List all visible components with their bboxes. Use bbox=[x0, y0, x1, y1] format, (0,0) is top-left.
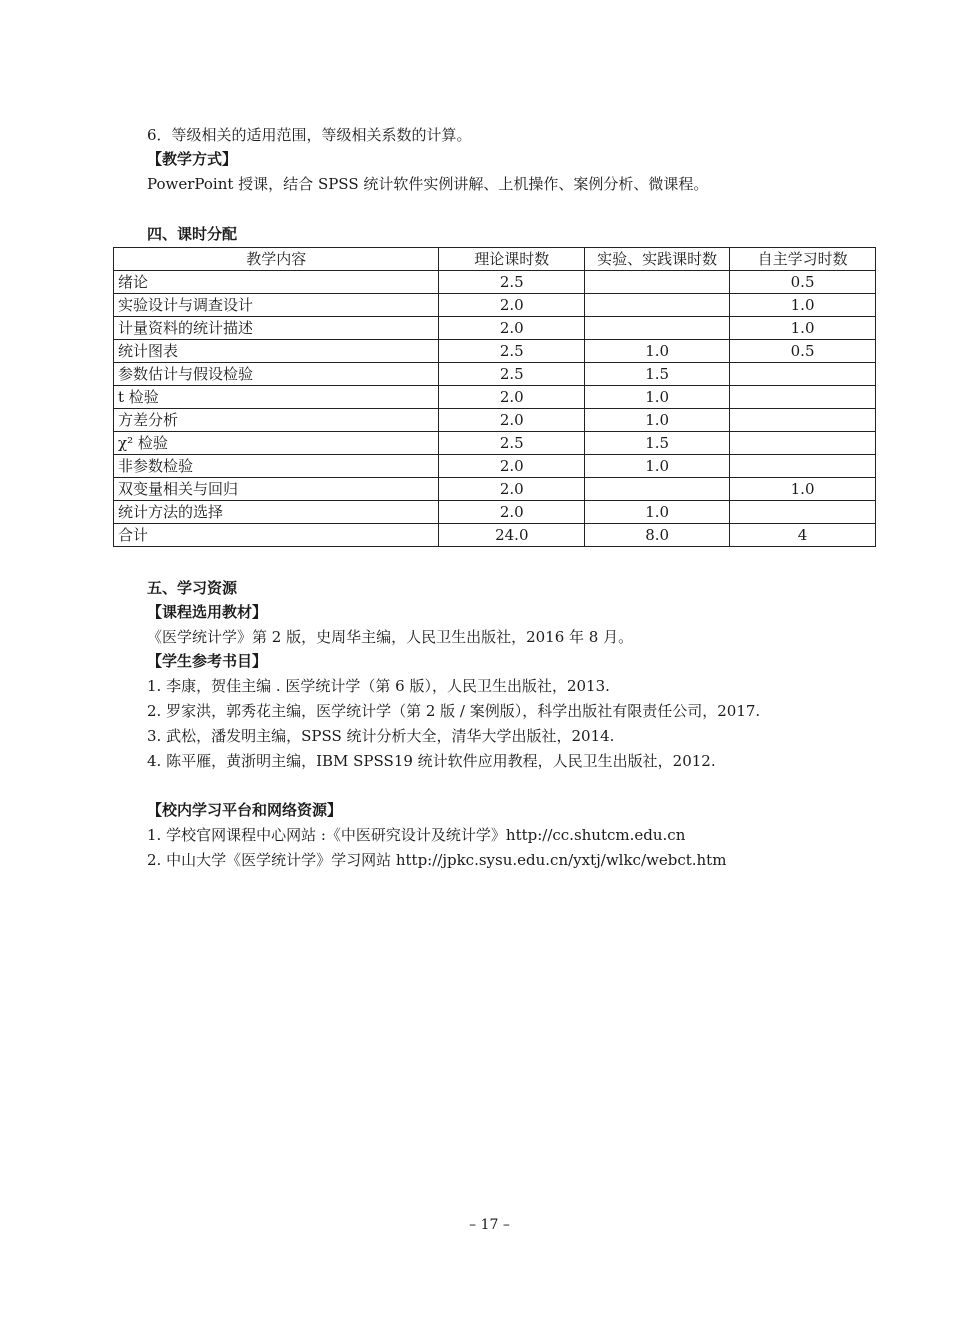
cell-practice-hours: 8.0 bbox=[585, 524, 730, 547]
cell-content: 绪论 bbox=[114, 271, 439, 294]
cell-theory-hours: 24.0 bbox=[439, 524, 585, 547]
cell-theory-hours: 2.5 bbox=[439, 271, 585, 294]
cell-practice-hours: 1.5 bbox=[585, 363, 730, 386]
hours-table-row bbox=[114, 317, 876, 340]
cell-self-study-hours bbox=[730, 363, 876, 386]
hours-table-row bbox=[114, 363, 876, 386]
cell-practice-hours bbox=[585, 271, 730, 294]
page-number: – 17 – bbox=[469, 1217, 510, 1233]
cell-theory-hours: 2.0 bbox=[439, 478, 585, 501]
teaching-method-text: PowerPoint 授课，结合 SPSS 统计软件实例讲解、上机操作、案例分析、微课程。 bbox=[147, 175, 709, 193]
cell-self-study-hours: 0.5 bbox=[730, 271, 876, 294]
online-resource-item: 1. 学校官网课程中心网站 :《中医研究设计及统计学》http://cc.shutcm.edu.cn bbox=[147, 826, 686, 844]
cell-content: χ² 检验 bbox=[114, 432, 439, 455]
teaching-method-heading: 【教学方式】 bbox=[147, 150, 238, 168]
cell-self-study-hours: 1.0 bbox=[730, 294, 876, 317]
cell-theory-hours: 2.5 bbox=[439, 363, 585, 386]
hours-table-row bbox=[114, 409, 876, 432]
cell-self-study-hours: 0.5 bbox=[730, 340, 876, 363]
reference-item: 1. 李康，贺佳主编 . 医学统计学（第 6 版），人民卫生出版社，2013. bbox=[147, 677, 610, 695]
cell-theory-hours: 2.0 bbox=[439, 317, 585, 340]
hours-table-row bbox=[114, 386, 876, 409]
cell-self-study-hours bbox=[730, 501, 876, 524]
cell-content: t 检验 bbox=[114, 386, 439, 409]
hours-table-row bbox=[114, 478, 876, 501]
cell-practice-hours: 1.0 bbox=[585, 340, 730, 363]
resources-heading: 五、学习资源 bbox=[147, 579, 238, 597]
teaching-item-6: 6．等级相关的适用范围，等级相关系数的计算。 bbox=[147, 126, 472, 144]
column-header-content: 教学内容 bbox=[114, 248, 439, 271]
cell-theory-hours: 2.0 bbox=[439, 455, 585, 478]
hours-table bbox=[113, 247, 876, 547]
cell-self-study-hours: 4 bbox=[730, 524, 876, 547]
reference-item: 4. 陈平雁，黄浙明主编，IBM SPSS19 统计软件应用教程，人民卫生出版社，2012. bbox=[147, 752, 716, 770]
hours-table-row bbox=[114, 432, 876, 455]
cell-content: 双变量相关与回归 bbox=[114, 478, 439, 501]
cell-practice-hours bbox=[585, 294, 730, 317]
cell-content: 非参数检验 bbox=[114, 455, 439, 478]
hours-table-row bbox=[114, 340, 876, 363]
cell-practice-hours bbox=[585, 478, 730, 501]
cell-self-study-hours: 1.0 bbox=[730, 317, 876, 340]
cell-theory-hours: 2.5 bbox=[439, 432, 585, 455]
textbook-heading: 【课程选用教材】 bbox=[147, 603, 268, 621]
hours-table-row bbox=[114, 294, 876, 317]
cell-practice-hours: 1.0 bbox=[585, 501, 730, 524]
cell-theory-hours: 2.0 bbox=[439, 409, 585, 432]
references-heading: 【学生参考书目】 bbox=[147, 652, 268, 670]
cell-practice-hours: 1.0 bbox=[585, 386, 730, 409]
hours-table-wrapper bbox=[113, 247, 876, 547]
hours-heading: 四、课时分配 bbox=[147, 225, 238, 243]
column-header-practice: 实验、实践课时数 bbox=[585, 248, 730, 271]
reference-item: 2. 罗家洪，郭秀花主编，医学统计学（第 2 版 / 案例版），科学出版社有限责任公司，2017. bbox=[147, 702, 761, 720]
cell-theory-hours: 2.0 bbox=[439, 294, 585, 317]
hours-table-row bbox=[114, 271, 876, 294]
cell-self-study-hours bbox=[730, 409, 876, 432]
cell-content: 计量资料的统计描述 bbox=[114, 317, 439, 340]
online-resource-item: 2. 中山大学《医学统计学》学习网站 http://jpkc.sysu.edu.cn/yxtj/wlkc/webct.htm bbox=[147, 851, 727, 869]
cell-content: 合计 bbox=[114, 524, 439, 547]
hours-table-total-row bbox=[114, 524, 876, 547]
cell-practice-hours bbox=[585, 317, 730, 340]
hours-table-row bbox=[114, 455, 876, 478]
cell-theory-hours: 2.0 bbox=[439, 501, 585, 524]
cell-content: 统计图表 bbox=[114, 340, 439, 363]
column-header-self-study: 自主学习时数 bbox=[730, 248, 876, 271]
hours-table-row bbox=[114, 501, 876, 524]
cell-theory-hours: 2.0 bbox=[439, 386, 585, 409]
cell-practice-hours: 1.0 bbox=[585, 455, 730, 478]
cell-practice-hours: 1.5 bbox=[585, 432, 730, 455]
cell-self-study-hours bbox=[730, 432, 876, 455]
textbook-entry: 《医学统计学》第 2 版，史周华主编，人民卫生出版社，2016 年 8 月。 bbox=[147, 628, 634, 646]
hours-table-header-row bbox=[114, 248, 876, 271]
cell-self-study-hours: 1.0 bbox=[730, 478, 876, 501]
hours-table-body bbox=[114, 271, 876, 547]
column-header-theory: 理论课时数 bbox=[439, 248, 585, 271]
cell-content: 统计方法的选择 bbox=[114, 501, 439, 524]
online-resources-heading: 【校内学习平台和网络资源】 bbox=[147, 801, 343, 819]
cell-content: 参数估计与假设检验 bbox=[114, 363, 439, 386]
cell-self-study-hours bbox=[730, 455, 876, 478]
cell-content: 实验设计与调查设计 bbox=[114, 294, 439, 317]
reference-item: 3. 武松，潘发明主编，SPSS 统计分析大全，清华大学出版社，2014. bbox=[147, 727, 615, 745]
cell-practice-hours: 1.0 bbox=[585, 409, 730, 432]
cell-self-study-hours bbox=[730, 386, 876, 409]
cell-theory-hours: 2.5 bbox=[439, 340, 585, 363]
cell-content: 方差分析 bbox=[114, 409, 439, 432]
